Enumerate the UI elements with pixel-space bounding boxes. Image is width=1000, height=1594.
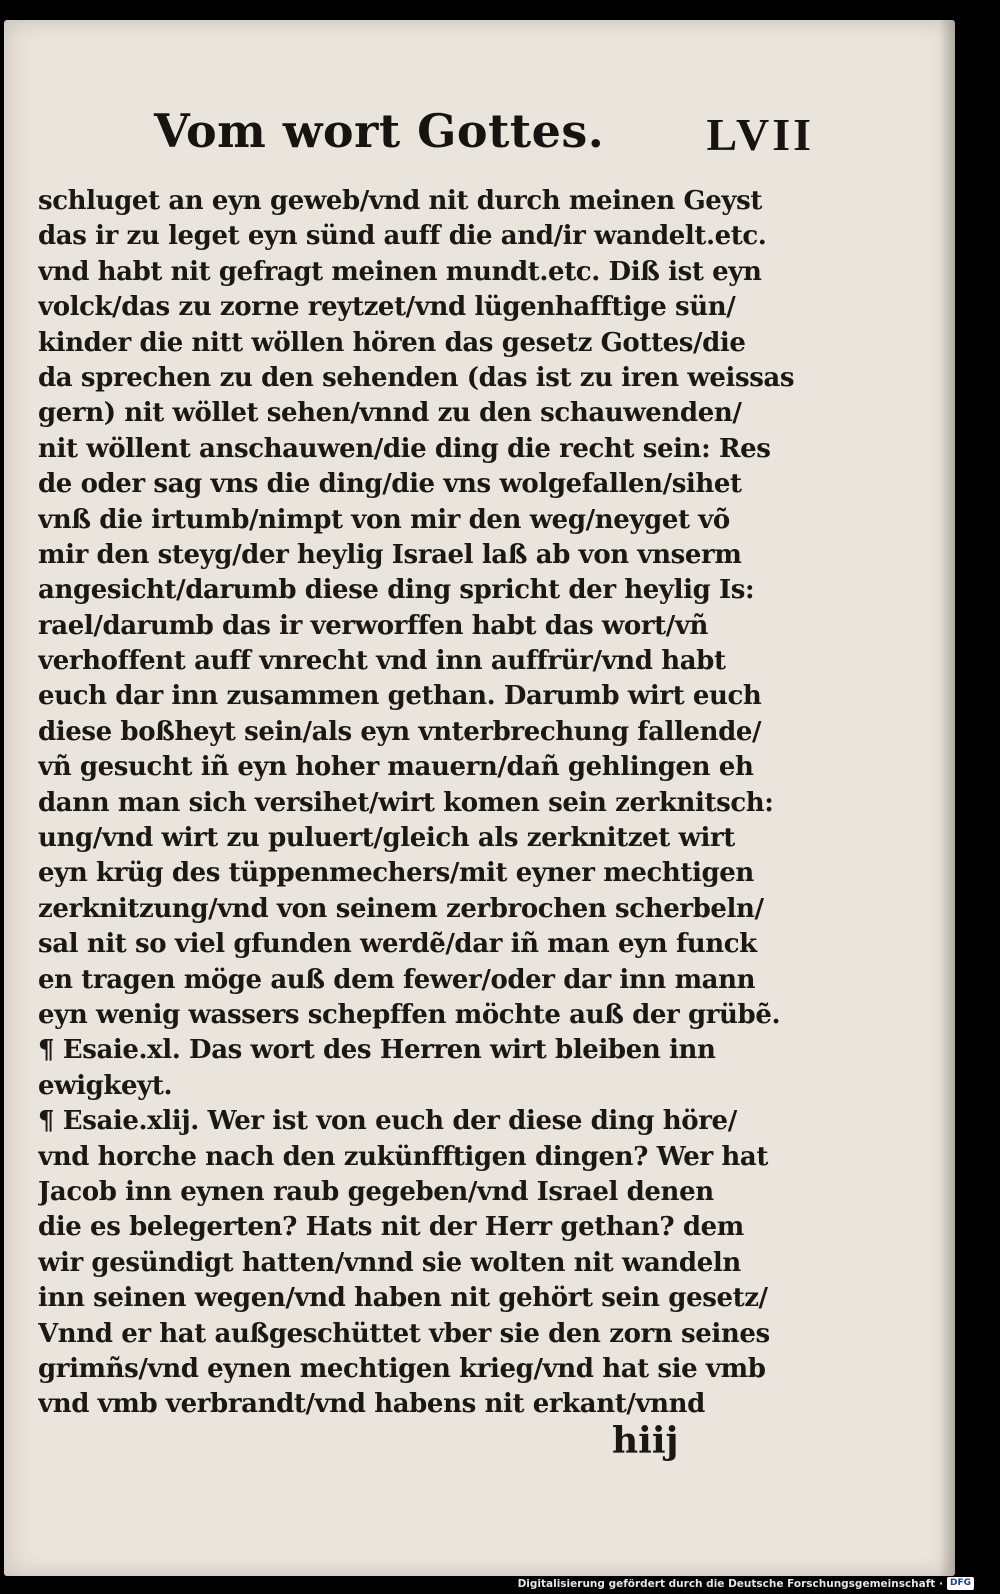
text-line: nit wöllent anschauwen/die ding die recht sein: Res xyxy=(38,433,771,464)
text-line: verhoffent auff vnrecht vnd inn auffrür/vnd habt xyxy=(38,646,726,677)
text-line: ¶ Esaie.xl. Das wort des Herren wirt bleiben inn xyxy=(38,1035,716,1066)
text-line: vnß die irtumb/nimpt von mir den weg/neyget võ xyxy=(38,504,730,535)
text-line: de oder sag vns die ding/die vns wolgefallen/sihet xyxy=(38,469,742,500)
text-line: Vnnd er hat außgeschüttet vber sie den zorn seines xyxy=(38,1318,770,1349)
text-line: da sprechen zu den sehenden (das ist zu iren weissas xyxy=(38,362,795,393)
signature-mark: hiij xyxy=(612,1420,679,1462)
text-line: inn seinen wegen/vnd haben nit gehört sein gesetz/ xyxy=(38,1283,768,1314)
text-line: volck/das zu zorne reytzet/vnd lügenhafftige sün/ xyxy=(38,292,736,323)
page-header xyxy=(154,104,814,174)
text-line: rael/darumb das ir verworffen habt das wort/vñ xyxy=(38,610,709,641)
text-line: euch dar inn zusammen gethan. Darumb wirt euch xyxy=(38,681,762,712)
text-line: en tragen möge auß dem fewer/oder dar inn mann xyxy=(38,964,756,995)
running-title: Vom wort Gottes. xyxy=(154,104,605,158)
text-line: ung/vnd wirt zu puluert/gleich als zerknitzet wirt xyxy=(38,823,735,854)
text-line: ¶ Esaie.xlij. Wer ist von euch der diese ding höre/ xyxy=(38,1106,737,1137)
text-line: vnd horche nach den zukünfftigen dingen? Wer hat xyxy=(38,1141,768,1172)
text-line: zerknitzung/vnd von seinem zerbrochen scherbeln/ xyxy=(38,893,764,924)
text-line: mir den steyg/der heylig Israel laß ab von vnserm xyxy=(38,539,742,570)
text-line: kinder die nitt wöllen hören das gesetz Gottes/die xyxy=(38,327,746,358)
text-line: grimñs/vnd eynen mechtigen krieg/vnd hat sie vmb xyxy=(38,1353,766,1384)
text-line: die es belegerten? Hats nit der Herr gethan? dem xyxy=(38,1212,744,1243)
text-line: eyn wenig wassers schepffen möchte auß der grübẽ. xyxy=(38,999,781,1030)
credit-text: Digitalisierung gefördert durch die Deutsche Forschungsgemeinschaft · xyxy=(517,1577,943,1590)
text-line: eyn krüg des tüppenmechers/mit eyner mechtigen xyxy=(38,858,754,889)
text-line: ewigkeyt. xyxy=(38,1070,173,1101)
text-line: angesicht/darumb diese ding spricht der heylig Is: xyxy=(38,575,755,606)
text-line: vnd vmb verbrandt/vnd habens nit erkant/vnnd xyxy=(38,1389,705,1420)
body-text xyxy=(38,184,808,1423)
dfg-logo-icon: DFG xyxy=(947,1577,974,1590)
digitization-credit xyxy=(518,1577,974,1590)
folio-number: LVII xyxy=(706,109,814,160)
book-page xyxy=(4,20,955,1576)
text-line: diese boßheyt sein/als eyn vnterbrechung fallende/ xyxy=(38,716,762,747)
text-line: Jacob inn eynen raub gegeben/vnd Israel denen xyxy=(38,1176,714,1207)
text-line: schluget an eyn geweb/vnd nit durch meinen Geyst xyxy=(38,186,762,216)
text-line: vnd habt nit gefragt meinen mundt.etc. Diß ist eyn xyxy=(38,256,762,287)
text-line: das ir zu leget eyn sünd auff die and/ir wandelt.etc. xyxy=(38,221,767,252)
text-line: sal nit so viel gfunden werdẽ/dar iñ man eyn funck xyxy=(38,929,757,960)
text-line: dann man sich versihet/wirt komen sein zerknitsch: xyxy=(38,787,774,818)
text-line: gern) nit wöllet sehen/vnnd zu den schauwenden/ xyxy=(38,398,742,429)
text-line: wir gesündigt hatten/vnnd sie wolten nit wandeln xyxy=(38,1247,741,1278)
text-line: vñ gesucht iñ eyn hoher mauern/dañ gehlingen eh xyxy=(38,752,754,783)
